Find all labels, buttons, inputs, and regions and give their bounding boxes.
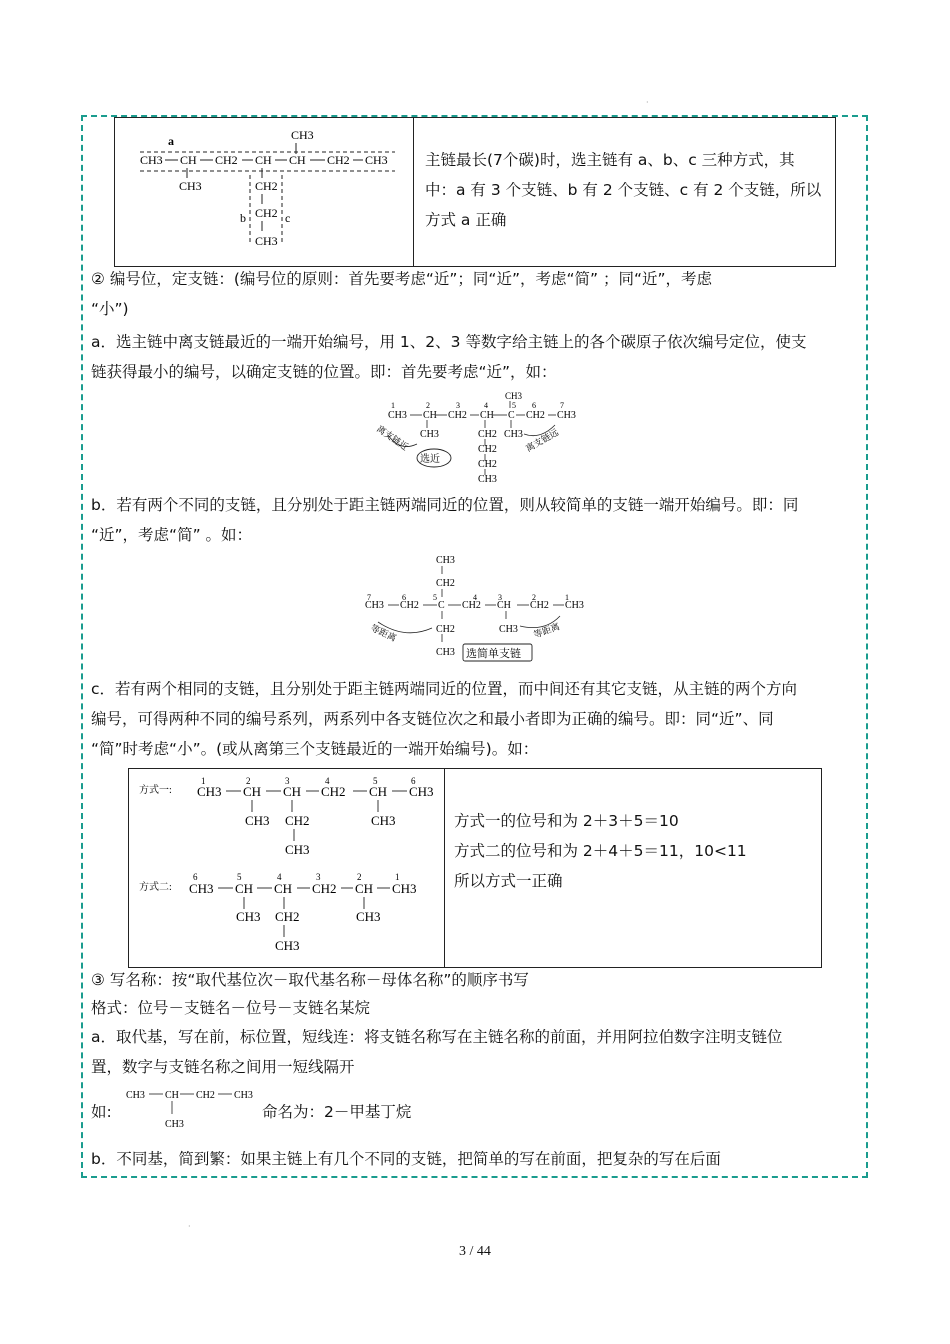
section3-a-line2: 置，数字与支链名称之间用一短线隔开: [91, 1058, 355, 1076]
w1-n6: 6: [411, 776, 416, 786]
note-far: 离支链远: [524, 427, 561, 454]
diagram-numbering-simple: [360, 550, 600, 668]
page-mark-2: ·: [188, 1222, 191, 1231]
b-num-5: 5: [433, 593, 437, 602]
w2-main-3: CH: [274, 881, 293, 896]
table2-divider: [444, 769, 445, 967]
w1-main-3: CH: [283, 784, 302, 799]
select-near: 选近: [420, 454, 440, 465]
a-sub5: CH3: [504, 429, 523, 440]
section2-b-line2: “近”，考虑“简” 。如：: [91, 526, 253, 544]
label-b: b: [240, 211, 246, 225]
section2-c-line1: c．若有两个相同的支链，且分别处于距主链两端同近的位置，而中间还有其它支链，从主链的两个方向: [91, 680, 798, 698]
section2-line2: “小”): [91, 300, 129, 318]
w1-sub-3a: CH2: [285, 813, 310, 828]
num-1: 1: [391, 401, 395, 410]
branch-c3: CH3: [255, 234, 278, 248]
table-numbering-ways: [128, 768, 822, 968]
b-num-4: 4: [473, 593, 477, 602]
a-main-3: CH2: [448, 410, 467, 421]
table-main-chain: [114, 117, 836, 267]
a-branch-3: CH2: [478, 459, 497, 470]
sub-ch3: CH3: [179, 179, 202, 193]
w1-sub-3b: CH3: [285, 842, 310, 857]
b-bottom-2: CH3: [436, 647, 455, 658]
w2-n3: 3: [316, 872, 321, 882]
section2-line1: ② 编号位，定支链：(编号位的原则：首先要考虑“近”；同“近”，考虑“简” ；同“近”，考虑: [91, 270, 713, 288]
b-main-1: CH3: [365, 600, 384, 611]
w2-sub-4b: CH3: [275, 938, 300, 953]
main-c3: CH2: [215, 153, 238, 167]
w2-sub-2: CH3: [356, 909, 381, 924]
a-branch-1: CH2: [478, 429, 497, 440]
ex-c3: CH2: [196, 1090, 215, 1101]
w2-sub-5: CH3: [236, 909, 261, 924]
section2-a-line2: 链获得最小的编号，以确定支链的位置。即：首先要考虑“近”，如：: [91, 363, 557, 381]
b-main-4: CH2: [462, 600, 481, 611]
w2-n1: 1: [395, 872, 400, 882]
a-main-6: CH2: [526, 410, 545, 421]
a-main-1: CH3: [388, 410, 407, 421]
diagram-numbering-near: [370, 390, 600, 490]
w1-main-5: CH: [369, 784, 388, 799]
way2-label: 方式二:: [139, 882, 172, 893]
example-formula: [122, 1082, 262, 1132]
table-divider: [413, 118, 414, 266]
section2-b-line1: b．若有两个不同的支链，且分别处于距主链两端同近的位置，则从较简单的支链一端开始编号。即：同: [91, 496, 799, 514]
branch-c1: CH2: [255, 179, 278, 193]
table1-line2: 中：a 有 3 个支链、b 有 2 个支链、c 有 2 个支链，所以: [425, 181, 822, 199]
b-top-1: CH3: [436, 555, 455, 566]
table2-line1: 方式一的位号和为 2＋3＋5＝10: [454, 812, 679, 830]
section3-title: ③ 写名称：按“取代基位次－取代基名称－母体名称”的顺序书写: [91, 971, 529, 989]
num-7: 7: [560, 401, 564, 410]
way1-label: 方式一:: [139, 785, 172, 796]
b-main-3: C: [438, 600, 445, 611]
b-sub3: CH3: [499, 624, 518, 635]
page-number: 3 / 44: [459, 1244, 491, 1259]
a-branch-2: CH2: [478, 444, 497, 455]
b-num-6: 6: [402, 593, 406, 602]
w2-sub-4a: CH2: [275, 909, 300, 924]
note-near: 离支链近: [374, 423, 411, 453]
b-bottom-1: CH2: [436, 624, 455, 635]
w1-n3: 3: [285, 776, 290, 786]
num-2: 2: [426, 401, 430, 410]
w1-sub-2: CH3: [245, 813, 270, 828]
ex-c2: CH: [165, 1090, 179, 1101]
b-note-right: 等距离: [532, 621, 562, 640]
w1-main-1: CH3: [197, 784, 222, 799]
a-sub1: CH3: [420, 429, 439, 440]
w1-n4: 4: [325, 776, 330, 786]
section3-b: b．不同基，简到繁：如果主链上有几个不同的支链，把简单的写在前面，把复杂的写在后面: [91, 1150, 721, 1168]
formula-chain-selection: [115, 118, 413, 266]
top-ch3: CH3: [505, 391, 523, 401]
w2-n4: 4: [277, 872, 282, 882]
w1-n1: 1: [201, 776, 206, 786]
label-c: c: [285, 211, 291, 225]
w2-main-2: CH: [235, 881, 254, 896]
label-a: a: [168, 134, 174, 148]
main-c1: CH3: [140, 153, 163, 167]
formula-two-ways: [129, 769, 443, 967]
table2-line2: 方式二的位号和为 2＋4＋5＝11，10<11: [454, 842, 747, 860]
page-mark: ·: [646, 98, 649, 107]
section2-a-line1: a．选主链中离支链最近的一端开始编号，用 1、2、3 等数字给主链上的各个碳原子依次编号定位，使支: [91, 333, 807, 351]
table1-line1: 主链最长(7个碳)时，选主链有 a、b、c 三种方式，其: [425, 151, 795, 169]
a-main-4: CH: [480, 410, 494, 421]
w2-main-4: CH2: [312, 881, 337, 896]
num-4: 4: [484, 401, 488, 410]
main-c6: CH2: [327, 153, 350, 167]
main-c4: CH: [255, 153, 272, 167]
a-main-2: CH: [423, 410, 437, 421]
a-branch-4: CH3: [478, 474, 497, 485]
w1-main-4: CH2: [321, 784, 346, 799]
ex-sub: CH3: [165, 1119, 184, 1130]
branch-c2: CH2: [255, 206, 278, 220]
w2-main-5: CH: [355, 881, 374, 896]
main-c5: CH: [289, 153, 306, 167]
num-6: 6: [532, 401, 536, 410]
w1-sub-5: CH3: [371, 813, 396, 828]
b-num-2: 2: [532, 593, 536, 602]
b-num-3: 3: [498, 593, 502, 602]
w2-main-1: CH3: [189, 881, 214, 896]
num-3: 3: [456, 401, 460, 410]
section3-a-line1: a．取代基，写在前，标位置，短线连：将支链名称写在主链名称的前面，并用阿拉伯数字注明支链位: [91, 1028, 783, 1046]
section2-c-line2: 编号，可得两种不同的编号系列，两系列中各支链位次之和最小者即为正确的编号。即：同“近”、同: [91, 710, 774, 728]
top-ch3: CH3: [291, 128, 314, 142]
select-simple: 选简单支链: [466, 648, 521, 660]
b-main-7: CH3: [565, 600, 584, 611]
w1-main-6: CH3: [409, 784, 434, 799]
main-c2: CH: [180, 153, 197, 167]
w2-n5: 5: [237, 872, 242, 882]
w1-n2: 2: [246, 776, 251, 786]
a-main-5: C: [508, 410, 515, 421]
b-top-2: CH2: [436, 578, 455, 589]
table2-line3: 所以方式一正确: [454, 872, 563, 890]
w2-n6: 6: [193, 872, 198, 882]
section2-c-line3: “简”时考虑“小”。(或从离第三个支链最近的一端开始编号)。如：: [91, 740, 539, 758]
b-main-6: CH2: [530, 600, 549, 611]
b-note-left: 等距离: [369, 622, 398, 644]
b-main-2: CH2: [400, 600, 419, 611]
a-main-7: CH3: [557, 410, 576, 421]
num-5: 5: [512, 401, 516, 410]
table1-line3: 方式 a 正确: [425, 211, 507, 229]
w2-main-6: CH3: [392, 881, 417, 896]
w2-n2: 2: [357, 872, 362, 882]
w1-main-2: CH: [243, 784, 262, 799]
b-num-1: 1: [565, 593, 569, 602]
section3-format: 格式：位号－支链名－位号－支链名某烷: [91, 999, 371, 1017]
example-name: 命名为：2－甲基丁烷: [262, 1103, 412, 1121]
b-num-7: 7: [367, 593, 371, 602]
ex-c1: CH3: [126, 1090, 145, 1101]
b-main-5: CH: [497, 600, 511, 611]
w1-n5: 5: [373, 776, 378, 786]
ex-c4: CH3: [234, 1090, 253, 1101]
main-c7: CH3: [365, 153, 388, 167]
example-label: 如:: [91, 1103, 112, 1121]
